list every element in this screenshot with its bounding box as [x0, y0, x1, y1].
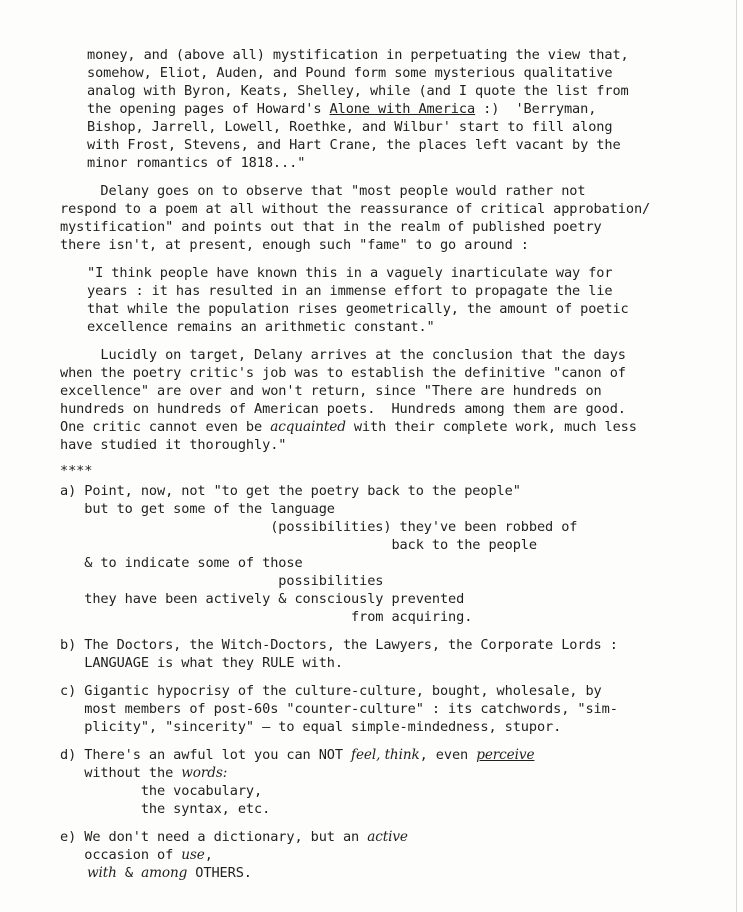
book-title: Alone with America [329, 101, 476, 117]
list-item-c-line: most members of post-60s "counter-culture" : its catchwords, "sim- [60, 701, 618, 717]
emphasis: acquainted [270, 419, 346, 435]
text-line: there isn't, at present, enough such "fame" to go around : [60, 237, 529, 253]
text-span: occasion of [60, 847, 182, 863]
list-item-c-line: plicity", "sincerity" — to equal simple-mindedness, stupor. [60, 719, 562, 735]
text-line: Delany goes on to observe that "most people would rather not [60, 183, 586, 199]
text-line: Bishop, Jarrell, Lowell, Roethke, and Wilbur' start to fill along [87, 119, 613, 135]
text-line: mystification" and points out that in the realm of published poetry [60, 219, 602, 235]
text-span: OTHERS. [187, 865, 252, 881]
list-item-a-line: a) Point, now, not "to get the poetry back to the people" [60, 483, 521, 499]
text-line: excellence" are over and won't return, since "There are hundreds on [60, 383, 602, 399]
text-line: with Frost, Stevens, and Hart Crane, the places left vacant by the [87, 137, 621, 153]
list-item-d-line [60, 764, 227, 782]
list-item-a-line: from acquiring. [60, 609, 473, 625]
text-span: , even [419, 747, 477, 763]
text-span: without the [60, 765, 182, 781]
list-item-b-line: b) The Doctors, the Witch-Doctors, the Lawyers, the Corporate Lords : [60, 637, 618, 653]
list-item-d-line: the syntax, etc. [60, 801, 271, 817]
list-item-e-line [60, 846, 213, 864]
text-line: somehow, Eliot, Auden, and Pound form some mysterious qualitative [87, 65, 613, 81]
section-separator: **** [60, 463, 93, 479]
list-item-a-line: & to indicate some of those [60, 555, 303, 571]
text-line: hundreds on hundreds of American poets. Hundreds among them are good. [60, 401, 626, 417]
page-edge [736, 0, 737, 912]
emphasis: feel [351, 747, 377, 763]
text-span: : [222, 765, 228, 781]
list-item-a-line: but to get some of the language [60, 501, 335, 517]
text-line: Lucidly on target, Delany arrives at the conclusion that the days [60, 347, 626, 363]
emphasis: use [181, 847, 205, 863]
text-span: :) 'Berryman, [475, 101, 597, 117]
quote-line: "I think people have known this in a vaguely inarticulate way for [87, 265, 613, 281]
text-line: when the poetry critic's job was to establish the definitive "canon of [60, 365, 626, 381]
text-span: d) There's an awful lot you can NOT [60, 747, 352, 763]
quote-line: that while the population rises geometrically, the amount of poetic [87, 301, 629, 317]
emphasis: perceive [476, 747, 535, 763]
text-line: analog with Byron, Keats, Shelley, while (and I quote the list from [87, 83, 629, 99]
list-item-d-line: the vocabulary, [60, 783, 263, 799]
text-line: have studied it thoroughly." [60, 437, 287, 453]
text-line: respond to a poem at all without the reassurance of critical approbation/ [60, 201, 651, 217]
text-span: , [204, 847, 213, 863]
text-span: with their complete work, much less [345, 419, 637, 435]
text-line: minor romantics of 1818..." [87, 155, 306, 171]
list-item-b-line: LANGUAGE is what they RULE with. [60, 655, 343, 671]
emphasis: words [181, 765, 223, 781]
text-span: , [376, 747, 385, 763]
emphasis: with [87, 865, 117, 881]
list-item-c-line: c) Gigantic hypocrisy of the culture-culture, bought, wholesale, by [60, 683, 602, 699]
quote-line: years : it has resulted in an immense effort to propagate the lie [87, 283, 613, 299]
emphasis: active [367, 829, 408, 845]
emphasis: among [141, 865, 188, 881]
list-item-a-line: back to the people [60, 537, 537, 553]
list-item-d-line [60, 746, 534, 764]
quote-line: excellence remains an arithmetic constant." [87, 319, 435, 335]
text-span: the opening pages of Howard's [87, 101, 330, 117]
list-item-e-line [60, 828, 408, 846]
text-span: One critic cannot even be [60, 419, 271, 435]
list-item-a-line: (possibilities) they've been robbed of [60, 519, 578, 535]
text-line [60, 418, 637, 436]
list-item-a-line: possibilities [60, 573, 384, 589]
text-span: e) We don't need a dictionary, but an [60, 829, 368, 845]
text-line [87, 100, 596, 118]
text-span: & [116, 865, 142, 881]
text-line: money, and (above all) mystification in perpetuating the view that, [87, 47, 629, 63]
list-item-a-line: they have been actively & consciously prevented [60, 591, 465, 607]
emphasis: think [384, 747, 420, 763]
list-item-e-line [87, 864, 252, 882]
